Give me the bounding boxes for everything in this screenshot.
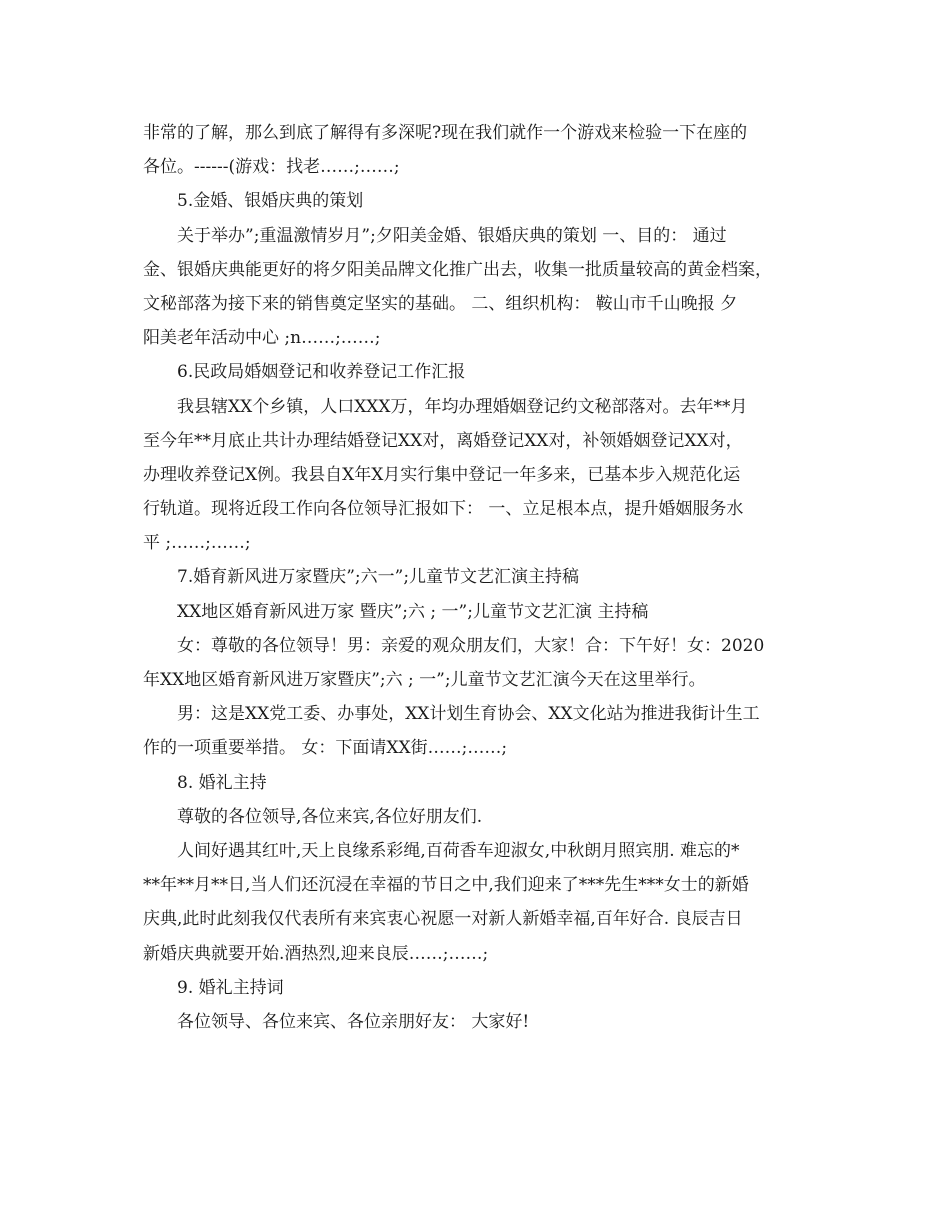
text-line: 阳美老年活动中心 ;n……;……;	[143, 328, 381, 349]
text-line: 金、银婚庆典能更好的将夕阳美品牌文化推广出去，收集一批质量较高的黄金档案，	[143, 259, 772, 280]
text-line: 年XX地区婚育新风进万家暨庆”;六 ; 一”;儿童节文艺汇演今天在这里举行。	[143, 670, 706, 690]
text-line: 我县辖XX个乡镇，人口XXX万，年均办理婚姻登记约文秘部落对。去年**月	[177, 396, 748, 417]
document-body	[143, 116, 823, 1039]
text-line: 办理收养登记X例。我县自X年X月实行集中登记一年多来，已基本步入规范化运	[143, 464, 741, 485]
text-line: 行轨道。现将近段工作向各位领导汇报如下： 一、立足根本点，提升婚姻服务水	[143, 499, 744, 520]
text-line: 作的一项重要举措。 女：下面请XX街……;……;	[143, 738, 508, 759]
text-line: 新婚庆典就要开始.酒热烈,迎来良辰……;……;	[143, 943, 489, 964]
text-line: **年**月**日,当人们还沉浸在幸福的节日之中,我们迎来了***先生***女士的新婚	[143, 875, 749, 896]
section-heading: 5.金婚、银婚庆典的策划	[177, 191, 364, 212]
section-heading: 6.民政局婚姻登记和收养登记工作汇报	[177, 362, 466, 383]
text-line: 女：尊敬的各位领导！男：亲爱的观众朋友们，大家！合：下午好！女：2020	[177, 635, 765, 656]
text-line: 非常的了解，那么到底了解得有多深呢?现在我们就作一个游戏来检验一下在座的	[143, 123, 748, 143]
text-line: 男：这是XX党工委、办事处，XX计划生育协会、XX文化站为推进我街计生工	[177, 704, 760, 725]
text-line: 人间好遇其红叶,天上良缘系彩绳,百荷香车迎淑女,中秋朗月照宾朋. 难忘的*	[177, 840, 740, 861]
text-line: 至今年**月底止共计办理结婚登记XX对，离婚登记XX对，补领婚姻登记XX对，	[143, 430, 743, 451]
text-line: 尊敬的各位领导,各位来宾,各位好朋友们.	[177, 806, 483, 827]
text-line: 各位领导、各位来宾、各位亲朋好友： 大家好!	[177, 1011, 530, 1032]
text-line: XX地区婚育新风进万家 暨庆”;六 ; 一”;儿童节文艺汇演 主持稿	[177, 601, 649, 622]
section-heading: 8. 婚礼主持	[177, 772, 267, 793]
section-heading: 7.婚育新风进万家暨庆”;六一”;儿童节文艺汇演主持稿	[177, 567, 580, 588]
section-heading: 9. 婚礼主持词	[177, 977, 284, 998]
text-line: 文秘部落为接下来的销售奠定坚实的基础。 二、组织机构： 鞍山市千山晚报 夕	[143, 293, 738, 314]
text-line: 关于举办”;重温激情岁月”;夕阳美金婚、银婚庆典的策划 一、目的： 通过	[177, 225, 727, 246]
text-line: 平 ;……;……;	[143, 533, 251, 554]
text-line: 各位。------(游戏：找老……;……;	[143, 157, 400, 178]
text-line: 庆典,此时此刻我仅代表所有来宾衷心祝愿一对新人新婚幸福,百年好合. 良辰吉日	[143, 909, 743, 930]
